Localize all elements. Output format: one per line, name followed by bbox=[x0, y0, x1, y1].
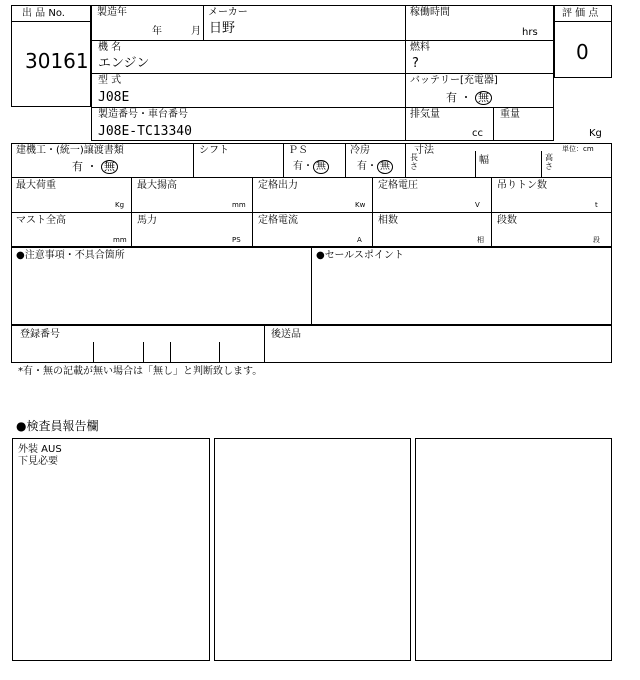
transfer-doc-label: 建機工・(統一)譲渡書類 bbox=[16, 145, 124, 156]
stages-label: 段数 bbox=[497, 215, 517, 226]
maker-label: メーカー bbox=[208, 7, 248, 18]
mast-height-unit: mm bbox=[113, 236, 127, 244]
maker-value: 日野 bbox=[209, 21, 236, 36]
inspector-note-line-2: 下見必要 bbox=[18, 456, 58, 467]
ps-no-circled: 無 bbox=[313, 160, 329, 174]
type-value: J08E bbox=[98, 90, 130, 105]
serial-value: J08E-TC13340 bbox=[98, 124, 192, 139]
transfer-no-circled: 無 bbox=[101, 160, 118, 174]
cooler-options: 有・ 無 bbox=[357, 160, 393, 174]
horsepower-label: 馬力 bbox=[137, 215, 157, 226]
month-suffix: 月 bbox=[191, 26, 201, 37]
inspector-box-2 bbox=[214, 438, 411, 661]
inspector-note-line-1: 外装 AUS bbox=[18, 444, 62, 455]
cooler-label: 冷房 bbox=[350, 145, 370, 156]
ps-label: ＰＳ bbox=[288, 145, 308, 156]
weight-unit: Kg bbox=[589, 128, 602, 139]
max-load-unit: Kg bbox=[115, 201, 125, 209]
type-label: 型 式 bbox=[98, 75, 122, 86]
displacement-label: 排気量 bbox=[410, 109, 440, 120]
registration-box bbox=[11, 325, 612, 363]
fuel-label: 燃料 bbox=[410, 42, 430, 53]
hours-unit: hrs bbox=[522, 27, 538, 38]
length-label: 長さ bbox=[410, 153, 418, 171]
specs-grid bbox=[11, 143, 612, 247]
rating-label: 評 価 点 bbox=[562, 8, 599, 19]
transfer-options: 有 ・ 無 bbox=[72, 160, 118, 174]
model-name-label: 機 名 bbox=[98, 42, 122, 53]
max-lift-label: 最大揚高 bbox=[137, 180, 177, 191]
year-suffix: 年 bbox=[152, 26, 162, 37]
rated-voltage-label: 定格電圧 bbox=[378, 180, 418, 191]
width-label: 幅 bbox=[479, 155, 489, 166]
rated-voltage-unit: V bbox=[475, 201, 480, 209]
rated-output-unit: Kw bbox=[355, 201, 366, 209]
fuel-value: ? bbox=[412, 56, 419, 71]
shift-label: シフト bbox=[199, 145, 229, 156]
battery-label: バッテリー[充電器] bbox=[410, 75, 498, 86]
year-label: 製造年 bbox=[97, 7, 127, 18]
item-no-value: 30161 bbox=[25, 49, 89, 73]
caution-label: ●注意事項・不具合箇所 bbox=[16, 250, 125, 261]
displacement-unit: cc bbox=[472, 128, 483, 139]
inspector-section-title: ●検査員報告欄 bbox=[16, 419, 99, 433]
registration-label: 登録番号 bbox=[20, 329, 60, 340]
rated-output-label: 定格出力 bbox=[258, 180, 298, 191]
stages-unit: 段 bbox=[593, 236, 600, 244]
rated-current-label: 定格電流 bbox=[258, 215, 298, 226]
ps-options: 有・ 無 bbox=[293, 160, 329, 174]
horsepower-unit: PS bbox=[232, 236, 241, 244]
shipped-later-label: 後送品 bbox=[271, 329, 301, 340]
cooler-no-circled: 無 bbox=[377, 160, 393, 174]
height-label: 高さ bbox=[545, 153, 553, 171]
max-load-label: 最大荷重 bbox=[16, 180, 56, 191]
dims-unit-label: 単位：cm bbox=[562, 145, 594, 153]
rated-current-unit: A bbox=[357, 236, 362, 244]
rating-value: 0 bbox=[576, 40, 589, 64]
inspector-box-1 bbox=[12, 438, 210, 661]
hours-label: 稼働時間 bbox=[410, 7, 450, 18]
model-name-value: エンジン bbox=[98, 56, 150, 71]
battery-options: 有 ・ 無 bbox=[446, 91, 492, 105]
phase-unit: 相 bbox=[477, 236, 484, 244]
dims-label: 寸法 bbox=[414, 145, 434, 156]
mast-height-label: マスト全高 bbox=[16, 215, 66, 226]
weight-label: 重量 bbox=[500, 109, 520, 120]
sales-point-label: ●セールスポイント bbox=[316, 250, 404, 261]
inspector-box-3 bbox=[415, 438, 612, 661]
footnote: *有・無の記載が無い場合は「無し」と判断致します。 bbox=[18, 366, 263, 377]
max-lift-unit: mm bbox=[232, 201, 246, 209]
lifting-ton-label: 吊りトン数 bbox=[497, 180, 547, 191]
phase-label: 相数 bbox=[378, 215, 398, 226]
serial-label: 製造番号・車台番号 bbox=[98, 109, 188, 120]
lifting-ton-unit: t bbox=[595, 201, 598, 209]
item-no-label: 出 品 No. bbox=[22, 8, 65, 19]
battery-no-circled: 無 bbox=[475, 91, 492, 105]
